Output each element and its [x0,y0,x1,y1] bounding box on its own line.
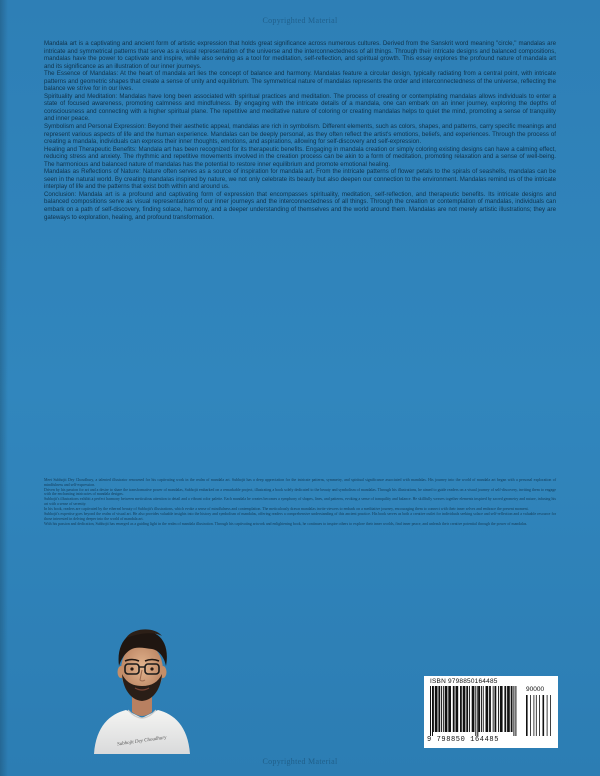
barcode-bar [477,686,478,736]
barcode-bar [475,686,476,736]
barcode-bar [483,686,484,732]
barcode-bar [448,686,451,732]
author-photo [92,622,192,754]
isbn-barcode-box [424,676,558,748]
barcode-bar [443,686,444,732]
bio-paragraph: Meet Subhojit Dey Choudhury, a talented illustrator renowned for his captivating work in the realm of mandala art. Subhojit has a deep appreciation for the intricate patterns, symmetry, and spiritual significance associated with mandalas. His journey into the world of mandala art began with a personal exploration of mindfulness and self-expression. [44,478,556,487]
barcode-bar [486,686,489,732]
barcode-bar [495,686,497,732]
barcode-bar [453,686,455,732]
author-portrait-illustration [92,622,192,754]
spine-shadow [0,0,8,776]
barcode-bar [513,686,514,736]
addon-bar [547,695,548,736]
barcode-bar [463,686,466,732]
barcode-bar [466,686,468,732]
addon-bar [536,695,537,736]
isbn-label: ISBN 9798850164485 [430,678,498,685]
barcode-bar [438,686,440,732]
barcode-bar [456,686,459,732]
barcode-bar [500,686,503,732]
essay-paragraph: The Essence of Mandalas: At the heart of mandala art lies the concept of balance and harmony. Mandalas feature a circular design, typically radiating from a central point, with intricate patterns and geometric shapes that create a sense of unity and equilibrium. The symmetrical nature of mandalas represents the order and interconnectedness of the universe, reflecting the balance we strive for in our lives. [44,70,556,93]
essay-paragraph: Mandalas as Reflections of Nature: Nature often serves as a source of inspiration for mandala art. From the intricate patterns of flower petals to the spirals of seashells, mandalas can be seen in the natural world. By creating mandalas inspired by nature, we not only celebrate its beauty but also deepen our connection to the environment. Mandalas remind us of the intricate interplay of life and the patterns that exist both within and around us. [44,168,556,191]
barcode-bar [435,686,438,732]
barcode-bar [504,686,506,732]
bio-paragraph: In his book, readers are captivated by the ethereal beauty of Subhojit's illustrations, which evoke a sense of mindfulness and contemplation. The meticulously drawn mandalas invite viewers to embark on a meditative journey, encouraging them to connect with their inner selves and embrace the present moment. [44,507,529,512]
essay-paragraph: Symbolism and Personal Expression: Beyond their aesthetic appeal, mandalas are rich in symbolism. Different elements, such as colors, shapes, and patterns, carry specific meanings and represent various aspects of life and the human experience. Mandalas can be deeply personal, as they often reflect the artist's emotions, beliefs, and experiences. Through the process of creating a mandala, individuals can express their inner thoughts, emotions, and aspirations, allowing for self-discovery and self-expression. [44,123,556,146]
barcode-bar [493,686,494,732]
price-addon-barcode [526,695,554,736]
barcode-bar [498,686,499,732]
barcode-bar [430,686,431,736]
barcode-bar [478,686,480,732]
barcode-bar [481,686,482,732]
barcode-bar [469,686,470,732]
barcode-bar [511,686,513,732]
essay-paragraph: Conclusion: Mandala art is a profound and captivating form of expression that encompasses spirituality, meditation, self-reflection, and therapeutic benefits. Its intricate designs and balanced compositions serve as visual representations of our inner journeys and the interconnectedness of all things. Through the creation or contemplation of mandalas, individuals can embark on a path of self-discovery, finding solace, harmony, and a deeper understanding of themselves and the world around them. Mandalas are not merely artistic illustrations; they are gateways to exploration, healing, and profound transformation. [44,190,556,221]
essay-paragraph: Mandala art is a captivating and ancient form of artistic expression that holds great significance across numerous cultures. Derived from the Sanskrit word meaning "circle," mandalas are intricate and symmetrical patterns that serve as a visual representation of the universe and the interconnectedness of all things. Through their intricate designs and balanced compositions, mandalas have the power to captivate and inspire, while also serving as a tool for meditation, self-reflection, and spiritual growth. This essay explores the profound nature of mandala art and its significance as an illustration of our inner journeys. [44,40,556,70]
addon-bar [543,695,545,736]
barcode-bar [441,686,442,732]
barcode-bar [507,686,510,732]
bio-paragraph: With his passion and dedication, Subhojit has emerged as a guiding light in the realm of mandala illustration. Through his captivating artwork and enlightening book, he continues to inspire others to explore their inner worlds, find inner peace, and unleash their creative potential through the power of mandalas. [44,521,528,526]
ean-digits: 9 798850 164485 [427,736,500,744]
bio-paragraph: Subhojit's expertise goes beyond the realm of visual art. He also provides valuable insights into the history and symbolism of mandalas, offering readers a comprehensive understanding of this ancient practice. His book serves as both a creative outlet for individuals seeking solace and self-reflection and a valuable resource for those interested in delving deeper into the world of mandala art. [44,512,556,521]
author-bio [44,478,556,527]
addon-bar [534,695,535,736]
barcode-bar [472,686,475,732]
ean-barcode [428,686,522,736]
bio-paragraph: Driven by his passion for art and a desire to share the transformative power of mandalas, Subhojit embarked on a remarkable project, illustrating a book solely dedicated to the beauty and symbolism of mandalas. Through his illustrations, he aimed to guide readers on a visual journey of self-discovery, inviting them to engage with the enchanting intricacies of mandala designs. [44,487,556,497]
watermark-bottom: Copyrighted Material [262,757,338,766]
barcode-bar [432,686,433,736]
essay-paragraph: Spirituality and Meditation: Mandalas have long been associated with spiritual practices and meditation. The process of creating or contemplating mandalas allows individuals to enter a state of focused awareness, promoting calmness and mindfulness. By engaging with the intricate details of a mandala, one can embark on an inner journey, exploring the depths of consciousness and connecting with a higher spiritual plane. The repetitive and meditative nature of coloring or creating mandalas helps to quiet the mind, promoting a sense of tranquility and inner peace. [44,92,556,123]
barcode-bar [515,686,516,736]
price-code: 90000 [526,686,545,693]
essay-paragraph: Healing and Therapeutic Benefits: Mandala art has been recognized for its therapeutic benefits. Engaging in mandala creation or simply coloring existing designs can have a calming effect, reducing stress and anxiety. The rhythmic and repetitive movements involved in the creation process can be akin to a form of meditation, promoting relaxation and a sense of well-being. The harmonious and balanced nature of mandalas has the potential to restore inner equilibrium and promote emotional healing. [44,145,556,168]
addon-bar [526,695,528,736]
addon-bar [539,695,540,736]
barcode-bar [433,686,434,732]
barcode-bar [445,686,448,732]
shirt-signature: Subhojit Dey Choudhury [116,735,167,748]
essay-text [44,40,556,221]
barcode-bar [489,686,491,732]
watermark-top: Copyrighted Material [262,16,338,25]
bio-paragraph: Subhojit's illustrations exhibit a perfect harmony between meticulous attention to detail and a vibrant color palette. Each mandala he creates becomes a symphony of shapes, lines, and patterns, evoking a sense of tranquility and balance. He skillfully weaves together elements inspired by sacred geometry and nature, infusing his art with a sense of serenity. [44,497,556,506]
addon-bar [530,695,531,736]
addon-bar [550,695,551,736]
barcode-bar [460,686,462,732]
